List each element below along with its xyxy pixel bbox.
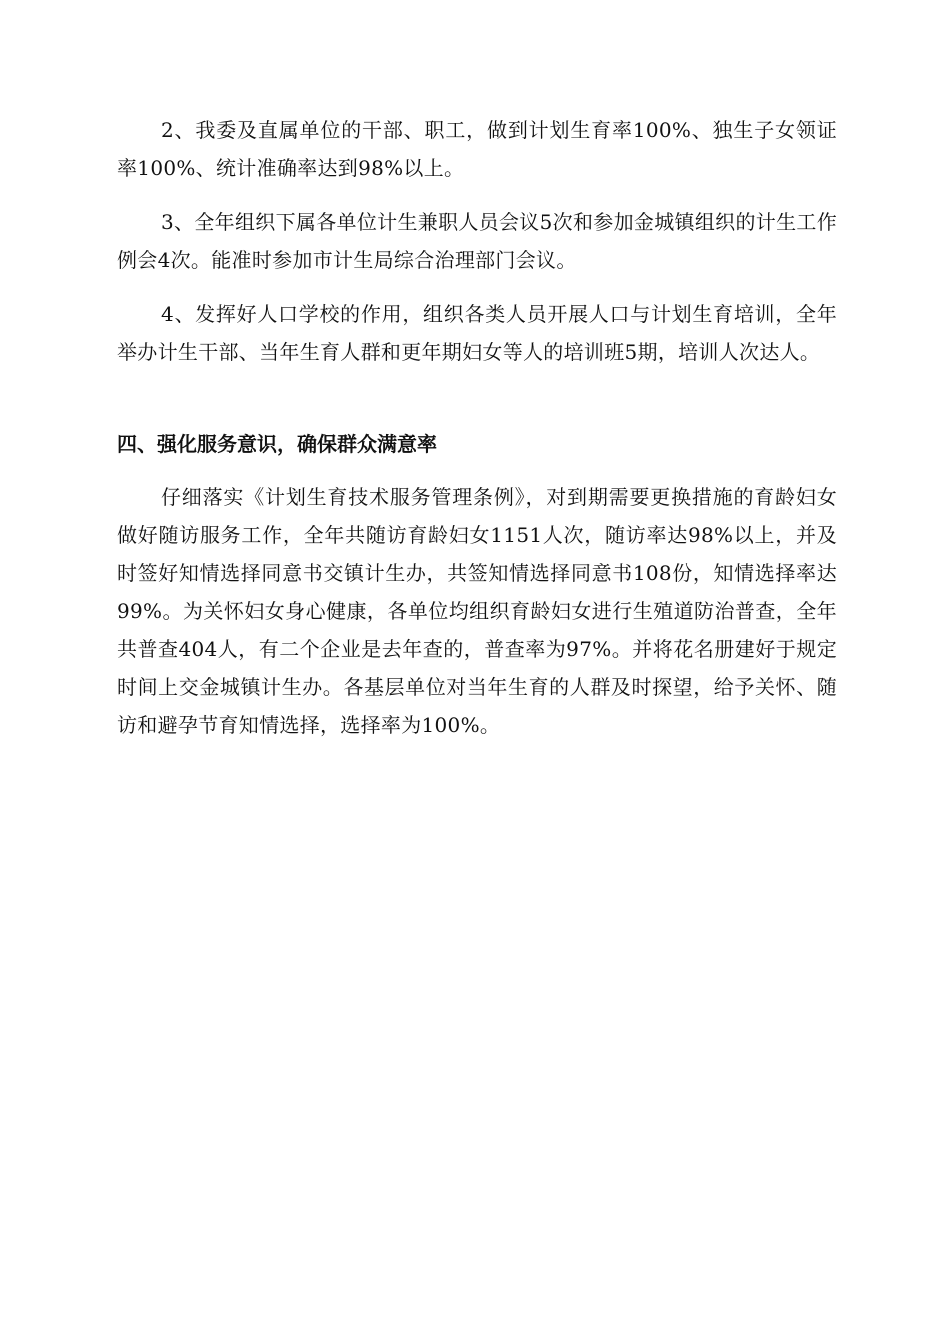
section-paragraph: 仔细落实《计划生育技术服务管理条例》，对到期需要更换措施的育龄妇女做好随访服务工作，全年共随访育龄妇女1151人次，随访率达98%以上，并及时签好知情选择同意书交镇计生办，共签知情选择同意书108份，知情选择率达99%。为关怀妇女身心健康，各单位均组织育龄妇女进行生殖道防治普查，全年共普查404人，有二个企业是去年查的，普查率为97%。并将花名册建好于规定时间上交金城镇计生办。各基层单位对当年生育的人群及时探望，给予关怀、随访和避孕节育知情选择，选择率为100%。 xyxy=(117,485,837,737)
paragraph-item-2 xyxy=(117,111,837,187)
section-heading: 四、强化服务意识，确保群众满意率 xyxy=(117,432,437,456)
paragraph-item-4 xyxy=(117,295,837,371)
paragraph-item-3 xyxy=(117,203,837,279)
paragraph-text: 4、发挥好人口学校的作用，组织各类人员开展人口与计划生育培训，全年举办计生干部、当年生育人群和更年期妇女等人的培训班5期，培训人次达人。 xyxy=(117,302,837,364)
section-body xyxy=(117,478,837,744)
paragraph-text: 2、我委及直属单位的干部、职工，做到计划生育率100%、独生子女领证率100%、统计准确率达到98%以上。 xyxy=(117,118,837,180)
paragraph-text: 3、全年组织下属各单位计生兼职人员会议5次和参加金城镇组织的计生工作例会4次。能准时参加市计生局综合治理部门会议。 xyxy=(117,210,837,272)
